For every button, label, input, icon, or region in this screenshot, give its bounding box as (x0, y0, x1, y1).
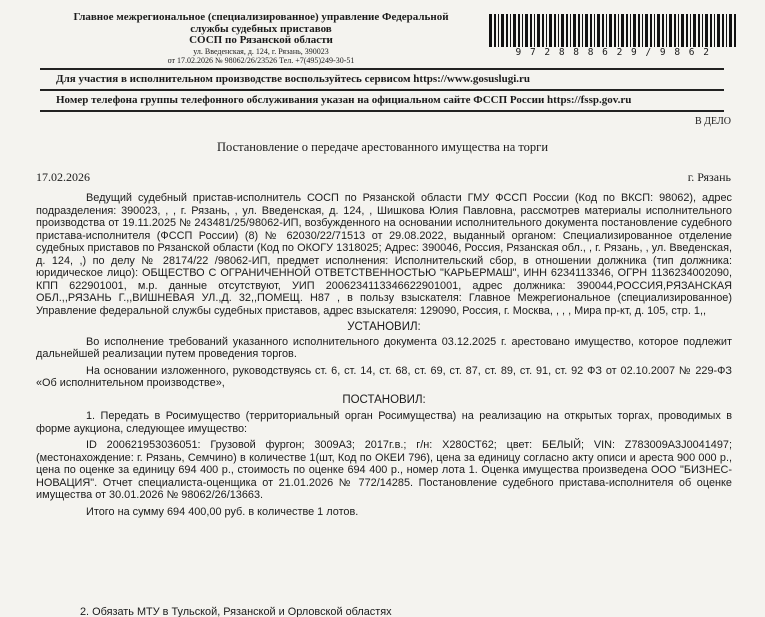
registration-line: от 17.02.2026 № 98062/26/23526 Тел. +7(495)249-30-51 (167, 55, 355, 65)
paragraph-established: Во исполнение требований указанного исполнительного документа 03.12.2025 г. арестовано имущество, которое подлежит дальнейшей реализации путем проведения торгов. (36, 335, 732, 360)
paragraph-property: ID 200621953036051: Грузовой фургон; 3009А3; 2017г.в.; г/н: Х280СТ62; цвет: БЕЛЫЙ; VIN: Z783009А3J0041497; (местонахождение: г. Рязань, Семчино) в количестве 1(шт, Код по ОКЕИ 796), цена за единицу согласно акту описи и ареста 900 000 р., цена по оценке за единицу 694 400 р., стоимость по оценке 694 400 р., номер лота 1. Оценка имущества произведена ООО "БИЗНЕС-НОВАЦИЯ". Отчет специалиста-оценщика от 21.01.2026 № 772/14285. Постановление судебного пристава-исполнителя об оценке имущества от 30.01.2026 № 98062/26/13663. (36, 439, 732, 501)
heading-ustanovil: УСТАНОВИЛ: (347, 321, 421, 333)
issuer-address: ул. Введенская, д. 124, г. Рязань, 390023 (193, 46, 329, 56)
divider-bottom (40, 110, 724, 112)
divider-middle (40, 89, 724, 91)
barcode (488, 14, 738, 58)
org-line-1: Главное межрегиональное (специализированное) управление Федеральной (73, 11, 449, 23)
paragraph-item-2-partial: 2. Обязать МТУ в Тульской, Рязанской и Орловской областях (80, 606, 392, 617)
barcode-number: 9 7 2 8 8 8 6 2 9 / 9 8 6 2 (515, 47, 711, 58)
v-delo-mark: В ДЕЛО (695, 116, 731, 127)
org-line-3: СОСП по Рязанской области (189, 34, 333, 46)
barcode-bars (488, 14, 738, 47)
issuer-header (40, 12, 482, 65)
document-date: 17.02.2026 (36, 170, 90, 184)
document-title: Постановление о передаче арестованного имущества на торги (216, 140, 549, 154)
gosuslugi-note: Для участия в исполнительном производстве воспользуйтесь сервисом https://www.gosuslugi.ru (56, 73, 531, 85)
phone-note: Номер телефона группы телефонного обслуживания указан на официальном сайте ФССП России https://fssp.gov.ru (56, 94, 632, 106)
heading-postanovil: ПОСТАНОВИЛ: (342, 393, 426, 406)
paragraph-item-1: 1. Передать в Росимущество (территориальный орган Росимущества) на реализацию на открытых торгах, проводимых в форме аукциона, следующее имущество: (36, 410, 732, 435)
paragraph-preamble: Ведущий судебный пристав-исполнитель СОСП по Рязанской области ГМУ ФССП России (Код по ВКСП: 98062), адрес подразделения: 390023, , , г. Рязань, , ул. Введенская, д. 124, , Шишкова Юлия Павловна, рассмотрев материалы исполнительного производства от 19.11.2025 № 243481/25/98062-ИП, возбужденного на основании исполнительного документа постановление судебного пристава-исполнителя (ФССП России) (8) № 62030/22/71513 от 29.08.2022, выданный органом: Специализированное отделение судебных приставов по Рязанской области (Код по ОКОГУ 1318025; Адрес: 390046, Россия, Рязанская обл., , г. Рязань, , ул. Введенская, д. 124, ,) по делу № 28174/22 /98062-ИП, предмет исполнения: Исполнительский сбор, в отношении должника (тип должника: юридическое лицо): ОБЩЕСТВО С ОГРАНИЧЕННОЙ ОТВЕТСТВЕННОСТЬЮ "КАРЬЕРМАШ", ИНН 6234113346, ОГРН 1136234002090, КПП 622901001, м.р. данные отсутствуют, УИП 2006234113346622901001, адрес должника: 390044,РОССИЯ,РЯЗАНСКАЯ ОБЛ.,,РЯЗАНЬ Г.,,ВИШНЕВАЯ УЛ.,Д. 32,,ПОМЕЩ. Н87 , в пользу взыскателя: Главное Межрегиональное (специализированное) Управление федеральной службы судебных приставов, адрес взыскателя: 129090, Россия, г. Москва, , , , Мира пр-кт, д. 105, стр. 1,, (36, 192, 732, 317)
document-city: г. Рязань (687, 170, 731, 184)
paragraph-total: Итого на сумму 694 400,00 руб. в количестве 1 лотов. (86, 505, 359, 518)
document-body (36, 192, 732, 518)
divider-top (40, 68, 724, 70)
paragraph-legal-basis: На основании изложенного, руководствуясь ст. 6, ст. 14, ст. 68, ст. 69, ст. 87, ст. 89, ст. 91, ст. 92 ФЗ от 02.10.2007 № 229-ФЗ «Об исполнительном производстве», (36, 364, 732, 389)
org-line-2: службы судебных приставов (190, 22, 332, 35)
